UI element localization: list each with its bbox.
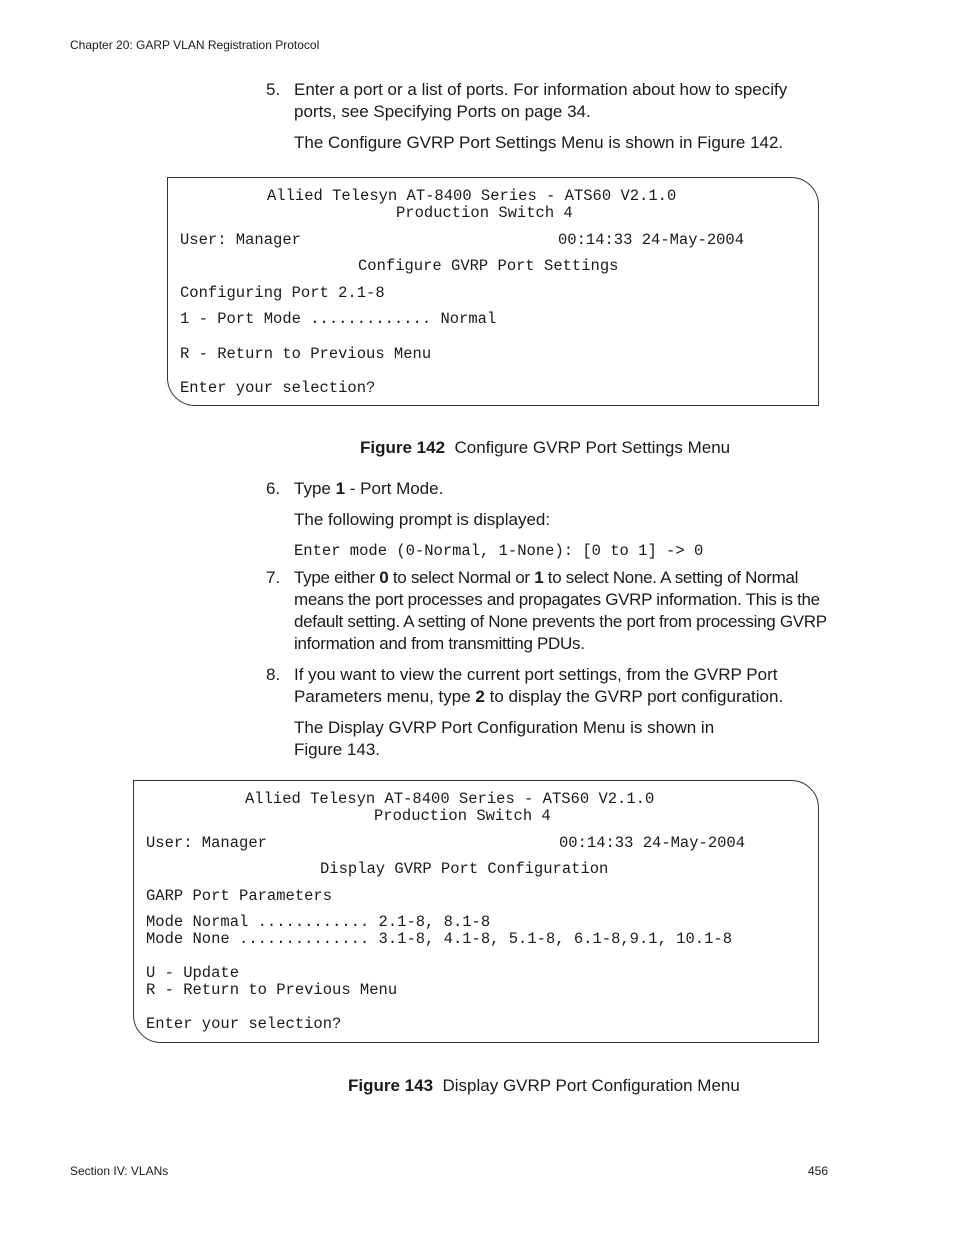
footer-section: Section IV: VLANs — [70, 1164, 169, 1178]
prompt-code: Enter mode (0-Normal, 1-None): [0 to 1] -> 0 — [294, 542, 704, 560]
screen-option-port-mode: 1 - Port Mode ............. Normal — [180, 310, 497, 328]
screen-option-return: R - Return to Previous Menu — [146, 981, 398, 999]
caption-text: Configure GVRP Port Settings Menu — [454, 438, 731, 457]
screen-mode-none: Mode None .............. 3.1-8, 4.1-8, 5.1-8, 6.1-8,9.1, 10.1-8 — [146, 930, 732, 948]
step-number: 7. — [266, 568, 281, 587]
screen-mode-normal: Mode Normal ............ 2.1-8, 8.1-8 — [146, 913, 491, 931]
step-text: Type either 0 to select Normal or 1 to select None. A setting of Normal means the port processes and propagates GVRP information. This is the default setting. A setting of None prevents the port from processing GVRP information and from transmitting PDUs. — [294, 568, 827, 653]
screen-line: GARP Port Parameters — [146, 887, 333, 905]
step-number: 8. — [266, 665, 281, 684]
screen-title: Allied Telesyn AT-8400 Series - ATS60 V2.1.0 — [245, 790, 655, 808]
screen-option-update: U - Update — [146, 964, 240, 982]
running-header: Chapter 20: GARP VLAN Registration Protocol — [70, 38, 320, 52]
screen-subtitle: Production Switch 4 — [374, 807, 551, 825]
step-number: 6. — [266, 479, 281, 498]
screen-line: Configuring Port 2.1-8 — [180, 284, 385, 302]
screen-prompt: Enter your selection? — [146, 1015, 342, 1033]
step-text: Enter a port or a list of ports. For information about how to specify ports, see Specifying Ports on page 34. — [294, 80, 788, 121]
screen-title: Allied Telesyn AT-8400 Series - ATS60 V2.1.0 — [267, 187, 677, 205]
figure-142-screen — [167, 177, 819, 406]
screen-timestamp: 00:14:33 24-May-2004 — [558, 231, 745, 249]
screen-user: User: Manager — [180, 231, 301, 249]
screen-timestamp: 00:14:33 24-May-2004 — [559, 834, 746, 852]
figure-143-caption — [348, 1076, 740, 1096]
caption-label: Figure 143 — [348, 1076, 434, 1095]
step-text: Type 1 - Port Mode. — [294, 479, 444, 498]
page-number: 456 — [808, 1164, 829, 1178]
screen-prompt: Enter your selection? — [180, 379, 376, 397]
screen-menu-title: Configure GVRP Port Settings — [358, 257, 619, 275]
screen-menu-title: Display GVRP Port Configuration — [320, 860, 609, 878]
paragraph: The following prompt is displayed: — [294, 510, 551, 529]
step-number: 5. — [266, 80, 281, 99]
caption-text: Display GVRP Port Configuration Menu — [442, 1076, 740, 1095]
screen-user: User: Manager — [146, 834, 267, 852]
screen-option-return: R - Return to Previous Menu — [180, 345, 432, 363]
paragraph: The Display GVRP Port Configuration Menu is shown in Figure 143. — [294, 718, 715, 759]
step-text: If you want to view the current port settings, from the GVRP Port Parameters menu, type 2 to display the GVRP port configuration. — [294, 665, 784, 706]
paragraph: The Configure GVRP Port Settings Menu is shown in Figure 142. — [294, 133, 784, 152]
figure-143-screen — [133, 780, 819, 1043]
caption-label: Figure 142 — [360, 438, 446, 457]
figure-142-caption — [360, 438, 730, 458]
screen-subtitle: Production Switch 4 — [396, 204, 573, 222]
